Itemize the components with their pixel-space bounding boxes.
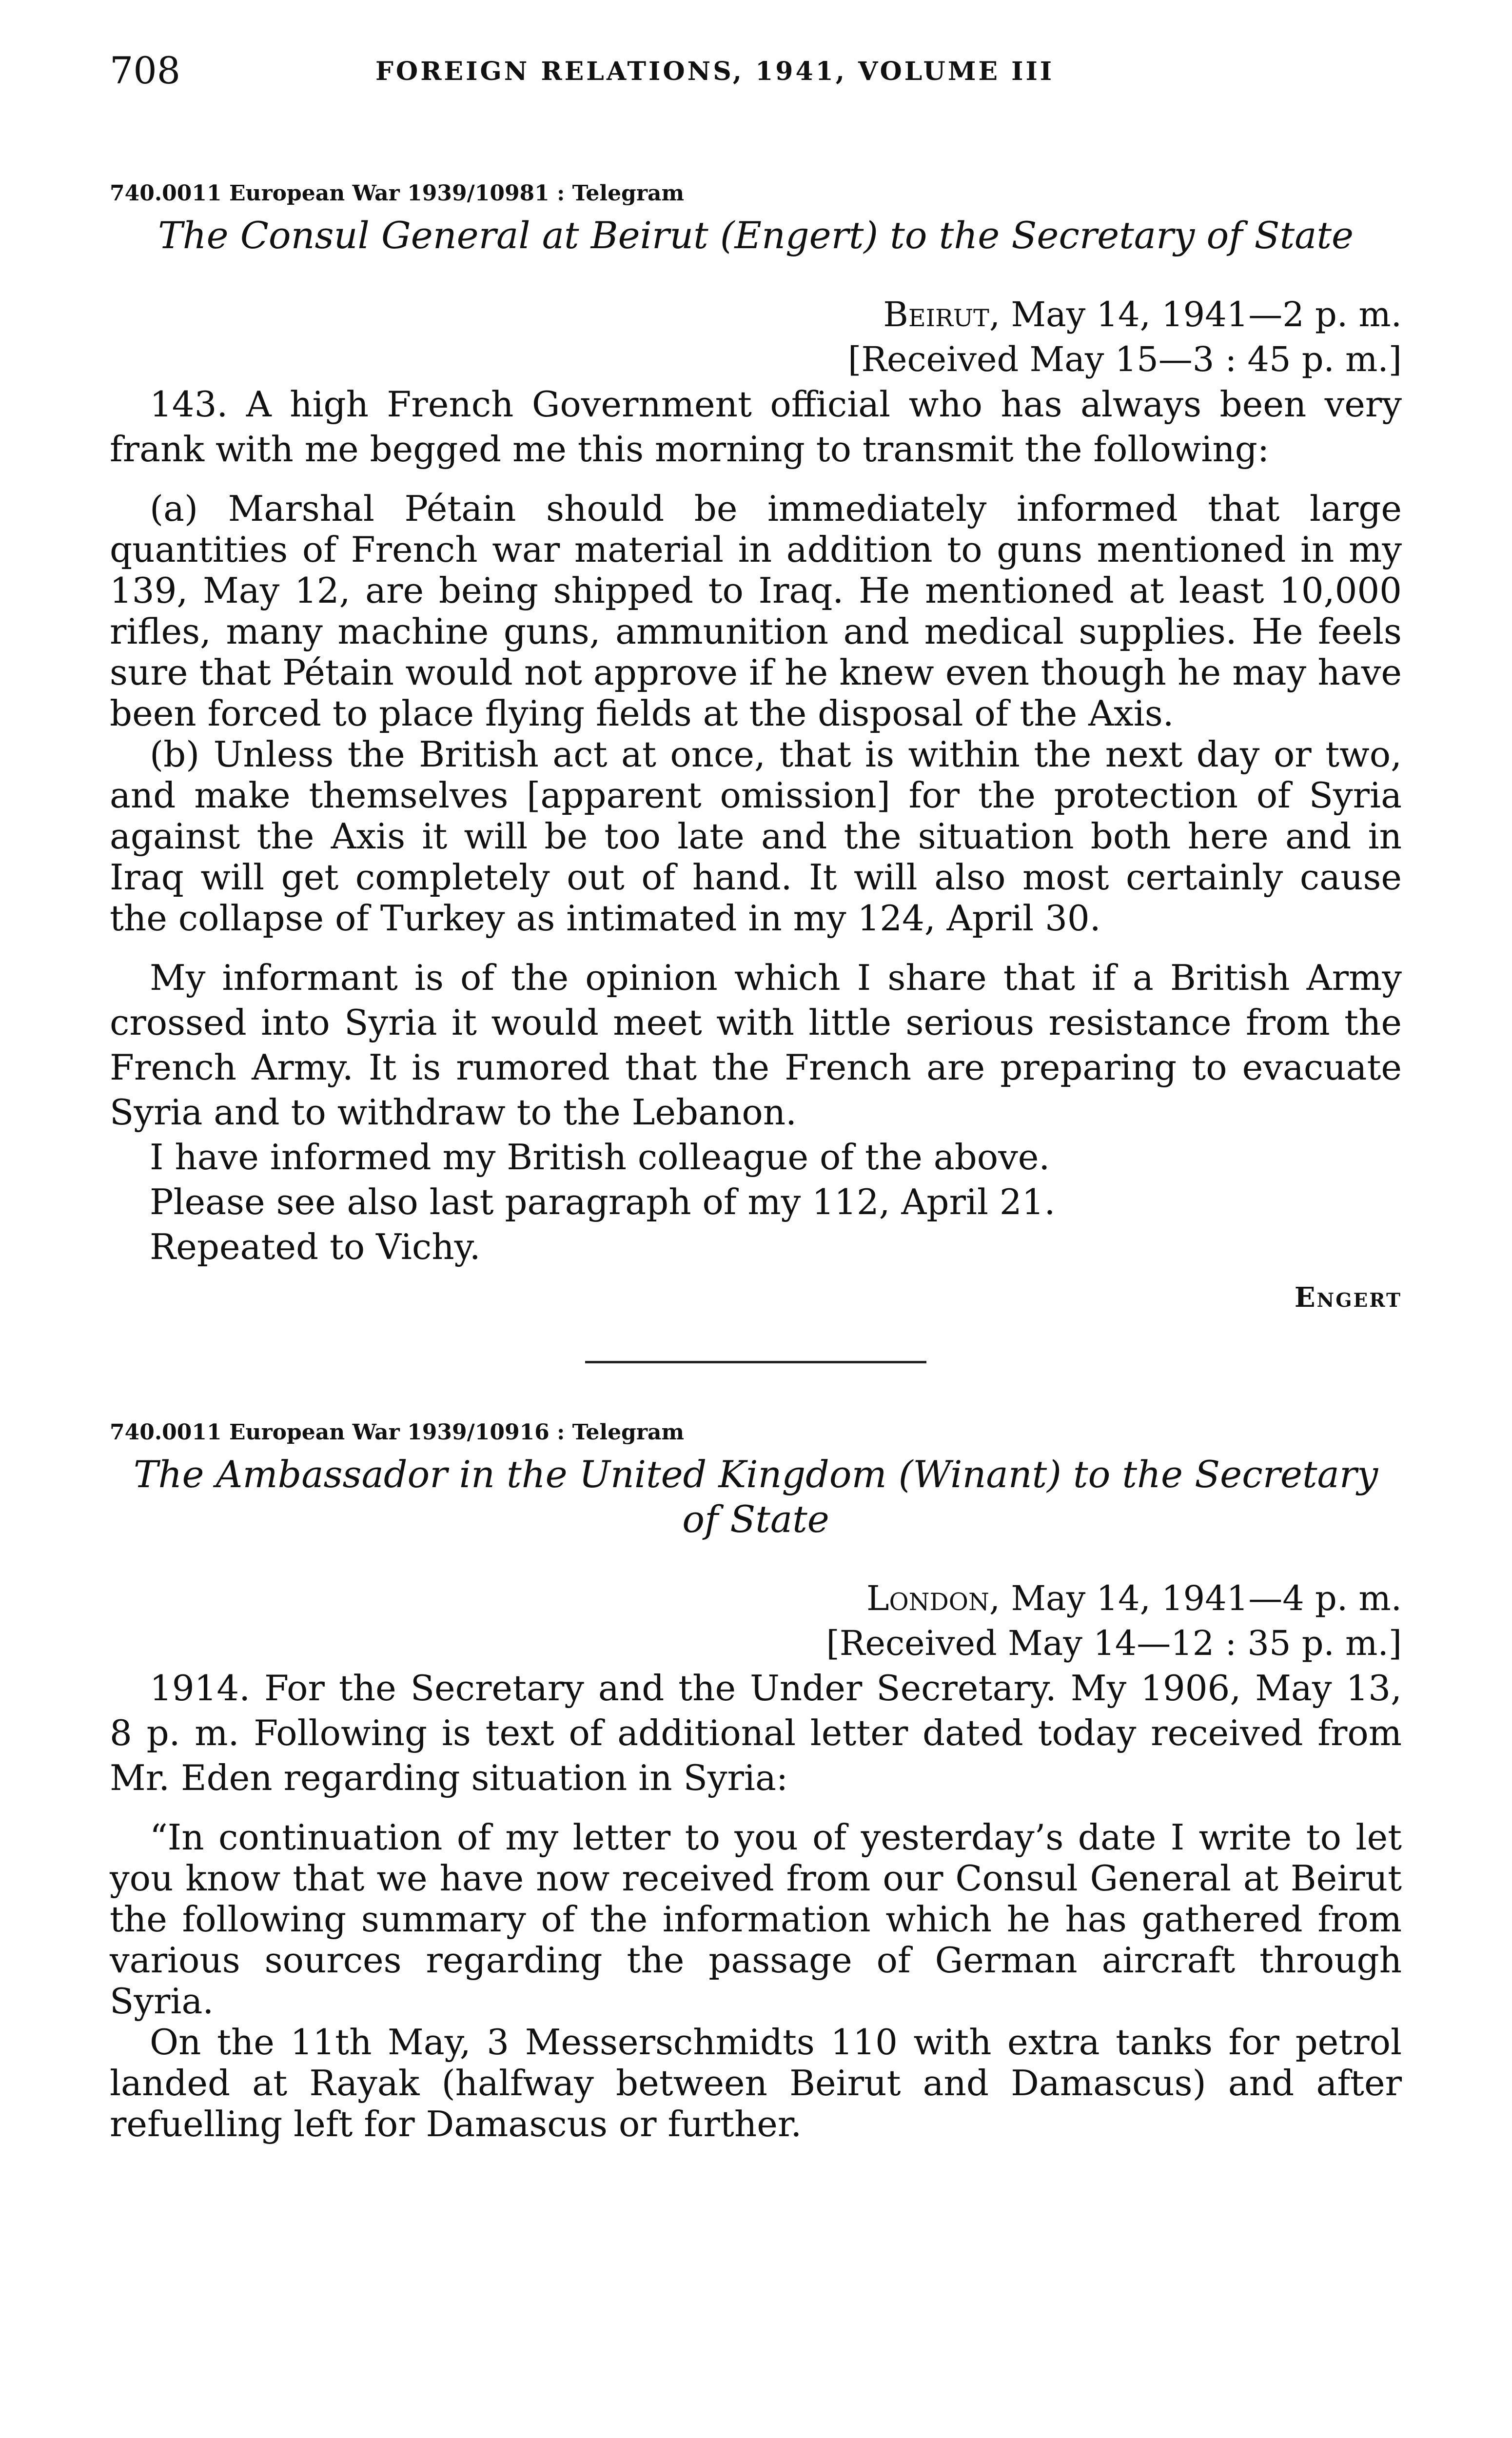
document-title: The Ambassador in the United Kingdom (Winant) to the Secretary of State: [133, 1453, 1378, 1541]
paragraph: (a) Marshal Pétain should be immediately informed that large quantities of French war material in addition to guns mentioned in my 139, May 12, are being shipped to Iraq. He mentioned at least 10,000 rifles, many machine guns, ammunition and medical supplies. He feels sure that Pétain would not approve if he knew even though he may have been forced to place flying fields at the disposal of the Axis.: [110, 488, 1402, 734]
page-number: 708: [110, 49, 181, 92]
dateline-date: May 14, 1941—2 p. m.: [1000, 295, 1402, 334]
paragraph: (b) Unless the British act at once, that is within the next day or two, and make themselves [apparent omission] for the protection of Syria against the Axis it will be too late and the situation both here and in Iraq will get completely out of hand. It will also most certainly cause the collapse of Turkey as intimated in my 124, April 30.: [110, 734, 1402, 939]
telegram-beirut: [110, 178, 1402, 1317]
received-line: [Received May 14—12 : 35 p. m.]: [826, 1623, 1402, 1663]
dateline-date: May 14, 1941—4 p. m.: [1000, 1578, 1402, 1618]
document-page: [110, 46, 1402, 2144]
paragraph: 1914. For the Secretary and the Under Secretary. My 1906, May 13, 8 p. m. Following is text of additional letter dated today received from Mr. Eden regarding situation in Syria:: [110, 1668, 1402, 1798]
signature: Engert: [1294, 1281, 1402, 1314]
paragraph: Repeated to Vichy.: [150, 1226, 481, 1267]
paragraph: “In continuation of my letter to you of yesterday’s date I write to let you know that we have now received from our Consul General at Beirut the following summary of the information which he has gathered from various sources regarding the passage of German aircraft through Syria.: [110, 1817, 1402, 2022]
dateline-place: Beirut,: [883, 295, 1001, 334]
paragraph: 143. A high French Government official who has always been very frank with me begged me this morning to transmit the following:: [110, 384, 1402, 470]
received-line: [Received May 15—3 : 45 p. m.]: [848, 339, 1402, 379]
running-head-title: FOREIGN RELATIONS, 1941, VOLUME III: [375, 57, 1055, 86]
telegram-london: [110, 1417, 1402, 2144]
file-reference: 740.0011 European War 1939/10916 : Telegram: [110, 1420, 685, 1445]
paragraph: I have informed my British colleague of the above.: [150, 1137, 1050, 1178]
dateline-place: London,: [866, 1578, 1001, 1618]
document-title: The Consul General at Beirut (Engert) to the Secretary of State: [157, 214, 1354, 257]
paragraph: Please see also last paragraph of my 112, April 21.: [150, 1181, 1056, 1222]
dateline: [110, 1576, 1402, 1621]
section-divider: [585, 1361, 926, 1363]
running-head: [110, 46, 1402, 105]
paragraph: On the 11th May, 3 Messerschmidts 110 with extra tanks for petrol landed at Rayak (halfway between Beirut and Damascus) and after refuelling left for Damascus or further.: [110, 2022, 1402, 2144]
dateline: [110, 292, 1402, 337]
paragraph: My informant is of the opinion which I share that if a British Army crossed into Syria it would meet with little serious resistance from the French Army. It is rumored that the French are preparing to evacuate Syria and to withdraw to the Lebanon.: [110, 957, 1402, 1133]
file-reference: 740.0011 European War 1939/10981 : Telegram: [110, 181, 685, 206]
